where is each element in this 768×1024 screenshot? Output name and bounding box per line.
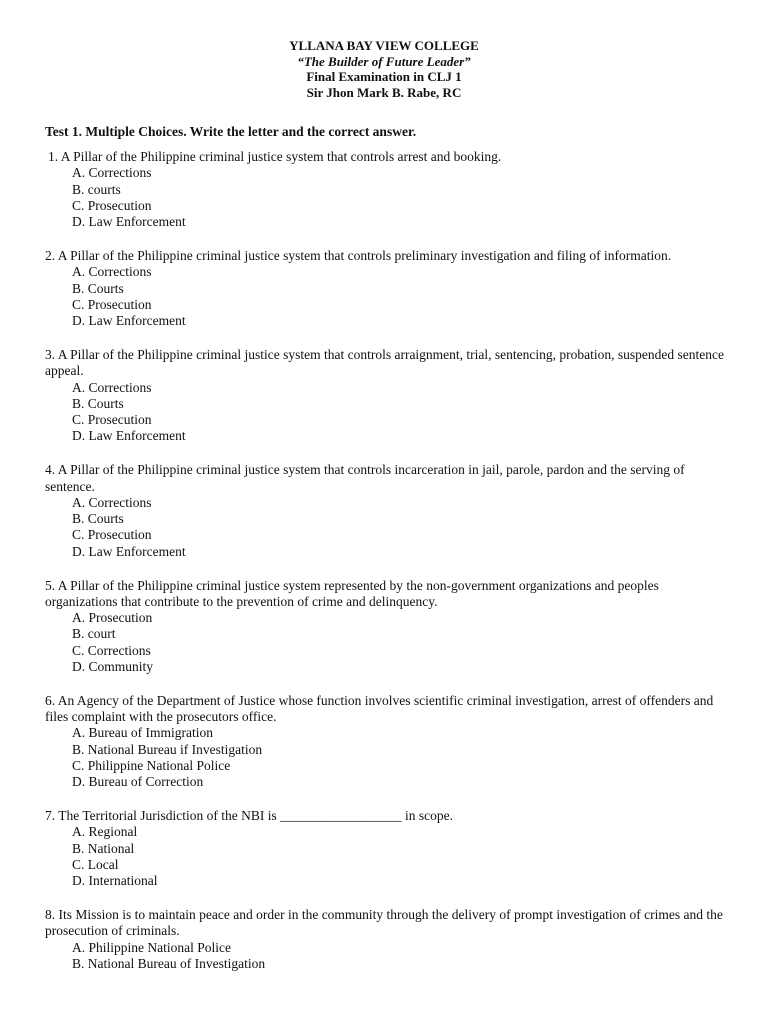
question-2 [45,248,725,329]
instructor-name: Sir Jhon Mark B. Rabe, RC [306,84,462,100]
question-text: 3. A Pillar of the Philippine criminal justice system that controls arraignment, trial, sentencing, probation, suspended sentence appeal. [45,346,724,379]
option-a: A. Bureau of Immigration [72,725,213,741]
question-3 [45,347,725,445]
option-a: A. Corrections [72,165,152,181]
option-c: C. Local [72,856,119,872]
option-a: A. Philippine National Police [72,939,231,955]
option-c: C. Philippine National Police [72,758,231,773]
option-list [45,165,725,230]
option-list [45,824,725,889]
option-list [45,725,725,790]
question-text: 4. A Pillar of the Philippine criminal justice system that controls incarceration in jail, parole, pardon and the serving of sentence. [45,462,685,494]
test-instructions: Test 1. Multiple Choices. Write the letter and the correct answer. [45,124,417,139]
option-a: A. Corrections [72,264,152,280]
question-list [45,149,725,990]
question-4 [45,462,725,560]
option-b: B. Courts [72,395,124,411]
option-d: D. Law Enforcement [72,543,186,559]
option-a: A. Prosecution [72,610,153,626]
question-8 [45,907,725,972]
question-text: 1. A Pillar of the Philippine criminal justice system that controls arrest and booking. [48,149,502,164]
option-b: B. National [72,840,135,856]
option-d: D. Law Enforcement [72,428,186,444]
option-c: C. Prosecution [72,296,152,312]
option-b: B. court [72,626,116,642]
question-7 [45,808,725,889]
option-c: C. Prosecution [72,412,152,428]
option-c: C. Prosecution [72,527,152,543]
option-b: B. National Bureau of Investigation [72,955,266,971]
option-c: C. Prosecution [72,197,152,213]
school-name: YLLANA BAY VIEW COLLEGE [289,38,479,53]
option-list [45,940,725,973]
option-a: A. Regional [72,824,138,840]
option-b: B. National Bureau if Investigation [72,741,263,757]
question-text: 5. A Pillar of the Philippine criminal justice system represented by the non-government organizations and peoples organizations that contribute to the prevention of crime and delinquency. [45,577,659,609]
option-a: A. Corrections [72,494,152,510]
option-d: D. Law Enforcement [72,313,186,329]
option-list [45,380,725,445]
option-d: D. Law Enforcement [72,214,186,230]
document-header [0,38,768,100]
question-6 [45,693,725,791]
option-d: D. Community [72,659,154,675]
option-d: D. Bureau of Correction [72,774,204,790]
question-text: 6. An Agency of the Department of Justice whose function involves scientific criminal investigation, arrest of offenders and files complaint with the prosecutors office. [45,692,714,725]
question-5 [45,578,725,676]
option-list [45,610,725,675]
question-text: 7. The Territorial Jurisdiction of the NBI is __________________ in scope. [45,808,454,824]
option-b: B. Courts [72,280,124,296]
question-text: 8. Its Mission is to maintain peace and order in the community through the delivery of prompt investigation of crimes and the prosecution of criminals. [45,907,723,939]
option-list [45,264,725,329]
exam-title: Final Examination in CLJ 1 [306,69,462,84]
option-c: C. Corrections [72,642,151,658]
option-list [45,495,725,560]
option-d: D. International [72,873,158,889]
option-b: B. Courts [72,511,124,527]
option-a: A. Corrections [72,379,152,395]
question-1 [45,149,725,230]
option-b: B. courts [72,181,121,197]
school-motto: “The Builder of Future Leader” [297,53,471,69]
question-text: 2. A Pillar of the Philippine criminal justice system that controls preliminary investigation and filing of information. [45,247,672,263]
